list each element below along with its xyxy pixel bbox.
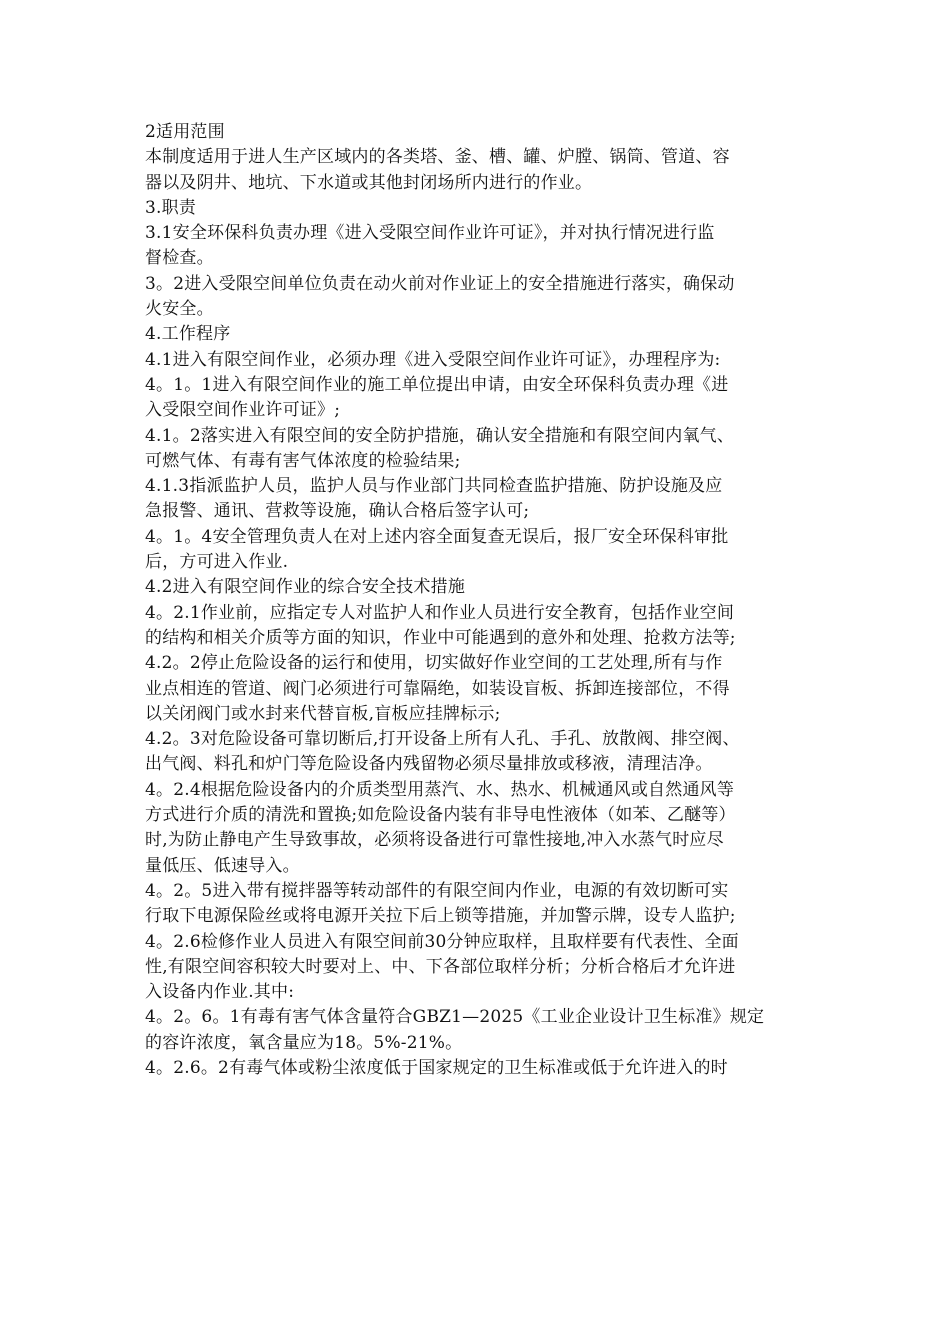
text-line: 业点相连的管道、阀门必须进行可靠隔绝，如装设盲板、拆卸连接部位，不得 xyxy=(145,678,730,699)
text-line: 入受限空间作业许可证》; xyxy=(145,400,341,421)
text-line: 4.1。2落实进入有限空间的安全防护措施，确认安全措施和有限空间内氧气、 xyxy=(145,425,735,446)
text-line: 入设备内作业.其中: xyxy=(145,982,295,1003)
text-line: 的结构和相关介质等方面的知识，作业中可能遇到的意外和处理、抢救方法等; xyxy=(145,627,736,648)
text-line: 出气阀、料孔和炉门等危险设备内残留物必须尽量排放或移液，清理洁净。 xyxy=(145,754,713,775)
text-line: 性,有限空间容积较大时要对上、中、下各部位取样分析；分析合格后才允许进 xyxy=(145,956,736,977)
text-line: 本制度适用于进人生产区域内的各类塔、釜、槽、罐、炉膛、锅筒、管道、容 xyxy=(145,147,730,168)
text-line: 4.1进入有限空间作业，必须办理《进入受限空间作业许可证》，办理程序为: xyxy=(145,349,721,370)
text-line: 4。2。6。1有毒有害气体含量符合GBZ1—2025《工业企业设计卫生标准》规定 xyxy=(145,1007,765,1028)
text-line: 器以及阴井、地坑、下水道或其他封闭场所内进行的作业。 xyxy=(145,172,593,193)
text-line: 4。1。1进入有限空间作业的施工单位提出申请，由安全环保科负责办理《进 xyxy=(145,374,729,395)
text-line: 4。2.4根据危险设备内的介质类型用蒸汽、水、热水、机械通风或自然通风等 xyxy=(145,779,735,800)
text-line: 督检查。 xyxy=(145,248,214,269)
text-line: 3.职责 xyxy=(145,197,197,218)
text-line: 4.1.3指派监护人员，监护人员与作业部门共同检查监护措施、防护设施及应 xyxy=(145,476,723,497)
text-line: 2适用范围 xyxy=(145,122,225,142)
text-line: 方式进行介质的清洗和置换;如危险设备内装有非导电性液体（如苯、乙醚等） xyxy=(145,805,736,826)
text-line: 3.1安全环保科负责办理《进入受限空间作业许可证》，并对执行情况进行监 xyxy=(145,223,715,244)
text-line: 4。2.6。2有毒气体或粉尘浓度低于国家规定的卫生标准或低于允许进入的时 xyxy=(145,1057,728,1078)
text-line: 时,为防止静电产生导致事故，必须将设备进行可靠性接地,冲入水蒸气时应尽 xyxy=(145,830,724,851)
text-line: 可燃气体、有毒有害气体浓度的检验结果; xyxy=(145,450,461,471)
text-line: 4。2.6检修作业人员进入有限空间前30分钟应取样，且取样要有代表性、全面 xyxy=(145,931,739,952)
text-line: 3。2进入受限空间单位负责在动火前对作业证上的安全措施进行落实，确保动 xyxy=(145,273,735,294)
document-body xyxy=(145,120,825,1081)
text-line: 的容许浓度，氧含量应为18。5%-21%。 xyxy=(145,1032,463,1053)
text-line: 以关闭阀门或水封来代替盲板,盲板应挂牌标示; xyxy=(145,703,501,724)
text-line: 急报警、通讯、营救等设施，确认合格后签字认可; xyxy=(145,501,530,522)
text-line: 4.2进入有限空间作业的综合安全技术措施 xyxy=(145,577,466,598)
text-line: 4.工作程序 xyxy=(145,324,231,345)
text-line: 4.2。3对危险设备可靠切断后,打开设备上所有人孔、手孔、放散阀、排空阀、 xyxy=(145,729,740,750)
text-line: 4。2.1作业前，应指定专人对监护人和作业人员进行安全教育，包括作业空间 xyxy=(145,602,735,623)
text-line: 4。1。4安全管理负责人在对上述内容全面复查无误后，报厂安全环保科审批 xyxy=(145,526,729,547)
text-line: 后，方可进入作业. xyxy=(145,552,289,573)
text-line: 量低压、低速导入。 xyxy=(145,855,300,876)
text-line: 火安全。 xyxy=(145,299,214,320)
text-line: 行取下电源保险丝或将电源开关拉下后上锁等措施，并加警示牌，设专人监护; xyxy=(145,906,736,927)
text-line: 4.2。2停止危险设备的运行和使用，切实做好作业空间的工艺处理,所有与作 xyxy=(145,653,723,674)
text-line: 4。2。5进入带有搅拌器等转动部件的有限空间内作业，电源的有效切断可实 xyxy=(145,880,729,901)
